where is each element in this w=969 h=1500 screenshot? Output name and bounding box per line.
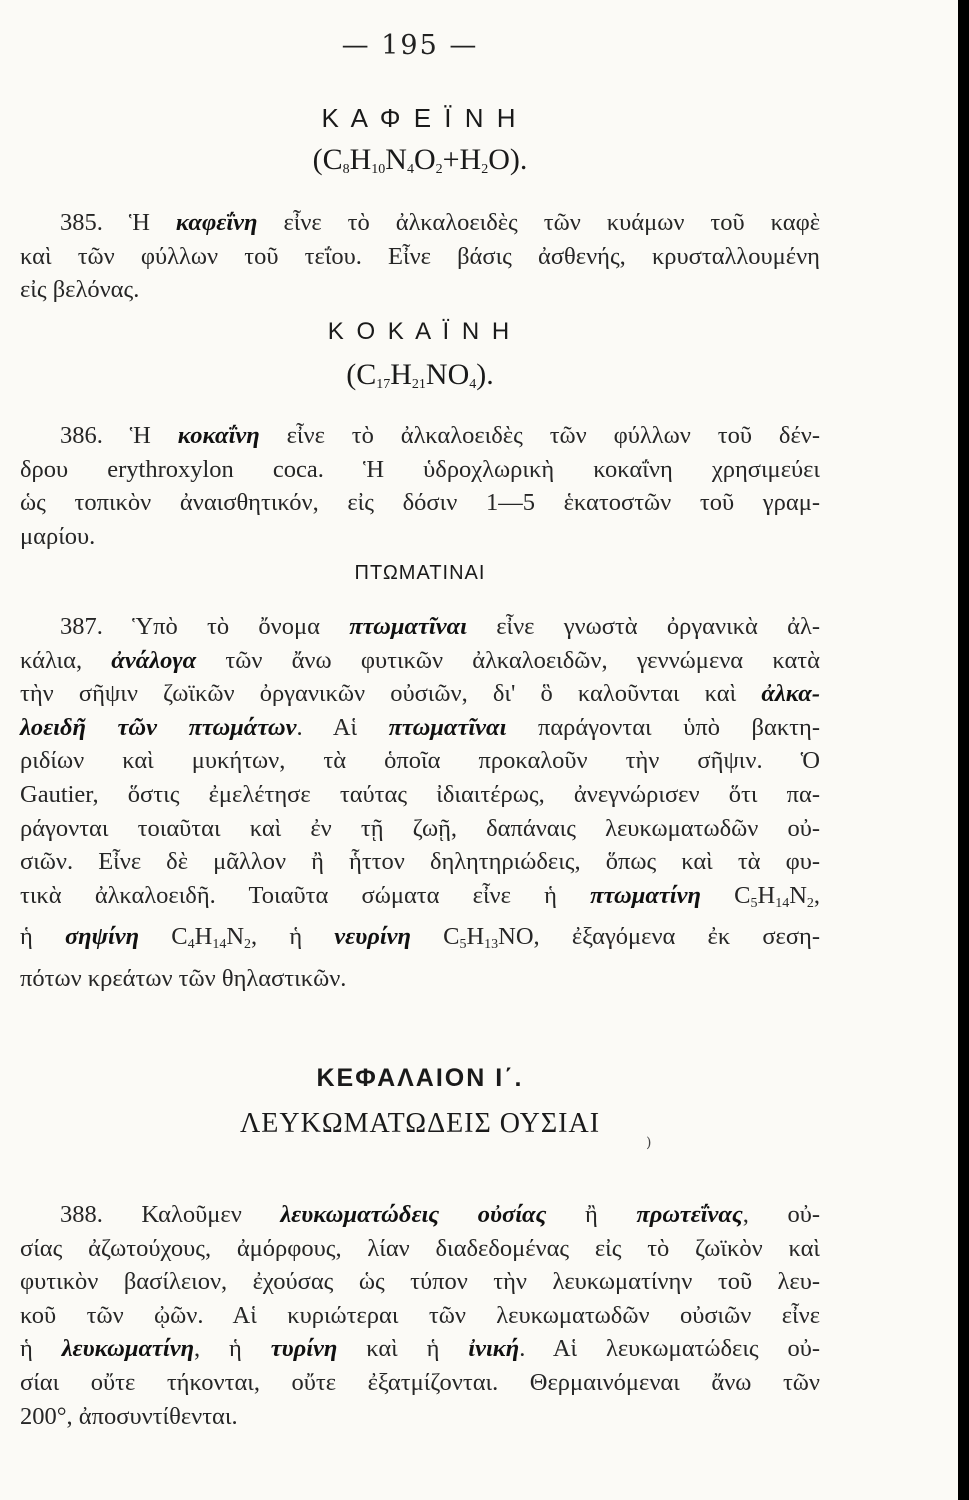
text-line: κοῦ τῶν ᾠῶν. Αἱ κυριώτεραι τῶν λευκωματωδῶν οὐσιῶν εἶνε (20, 1301, 820, 1329)
text-line: τικὰ ἀλκαλοειδῆ. Τοιαῦτα σώματα εἶνε ἡ πτωματίνη $C_5H_{14}N_2$, (20, 881, 821, 911)
text-line: 386. Ἡ κοκαΐνη εἶνε τὸ ἀλκαλοειδὲς τῶν φύλλων τοῦ δέν- (60, 422, 820, 449)
text-line: τὴν σῆψιν ζωϊκῶν ὀργανικῶν οὐσιῶν, δι' ὃ καλοῦνται καὶ ἀλκα- (20, 680, 820, 708)
text-line: 200°, ἀποσυντίθενται. (20, 1402, 238, 1430)
text-line: 388. Καλοῦμεν λευκωματώδεις οὐσίας ἢ πρωτεΐνας, οὐ- (60, 1201, 820, 1228)
text-line: ἡ σηψίνη $C_4H_{14}N_2$, ἡ νευρίνη $C_5H_{13}NO$, ἐξαγόμενα ἐκ σεση- (20, 923, 820, 953)
stray-ink-mark: ) (646, 1135, 652, 1151)
text-line: εἰς βελόνας. (20, 276, 140, 304)
text-line: κάλια, ἀνάλογα τῶν ἄνω φυτικῶν ἀλκαλοειδῶν, γεννώμενα κατὰ (20, 646, 820, 674)
text-line: 387. Ὑπὸ τὸ ὄνομα πτωματῖναι εἶνε γνωστὰ ὀργανικὰ ἀλ- (60, 613, 820, 640)
text-line: ράγονται τοιαῦται καὶ ἐν τῇ ζωῇ, δαπάναις λευκωματωδῶν οὐ- (20, 814, 820, 842)
text-line: ἡ λευκωματίνη, ἡ τυρίνη καὶ ἡ ἰνική. Αἱ λευκωματώδεις οὐ- (20, 1335, 821, 1363)
text-line: φυτικὸν βασίλειον, ἐχούσας ὡς τύπον τὴν λευκωματίνην τοῦ λευ- (20, 1268, 820, 1296)
formula-caffeine: $(C_8H_{10}N_4O_2+H_2O)$. (312, 143, 528, 177)
text-line: πότων κρεάτων τῶν θηλαστικῶν. (20, 964, 347, 992)
text-line: σίας ἀζωτούχους, ἀμόρφους, λίαν διαδεδομένας εἰς τὸ ζωϊκὸν καὶ (20, 1234, 820, 1262)
text-line: λοειδῆ τῶν πτωμάτων. Αἱ πτωματῖναι παράγονται ὑπὸ βακτη- (20, 713, 820, 741)
text-line: 385. Ἡ καφεΐνη εἶνε τὸ ἀλκαλοειδὲς τῶν κυάμων τοῦ καφὲ (60, 209, 820, 236)
paragraph-385 (20, 206, 820, 307)
paragraph-386 (20, 419, 820, 553)
text-line: μαρίου. (20, 522, 96, 550)
text-line: ριδίων καὶ μυκήτων, τὰ ὁποῖα προκαλοῦν τὴν σῆψιν. Ὁ (20, 747, 820, 775)
section-heading-ptomaines: ΠΤΩΜΑΤΙΝΑΙ (354, 562, 486, 584)
section-heading-cocaine: Κ Ο Κ Α Ϊ Ν Η (327, 318, 513, 345)
formula-cocaine: $(C_{17}H_{21}NO_4)$. (346, 358, 494, 392)
paragraph-387 (20, 610, 820, 996)
text-line: δρου erythroxylon coca. Ἡ ὑδροχλωρικὴ κοκαΐνη χρησιμεύει (20, 455, 820, 483)
text-line: σιῶν. Εἶνε δὲ μᾶλλον ἢ ἧττον δηλητηριώδεις, ὅπως καὶ τὰ φυ- (20, 848, 820, 876)
page-number: — 195 — (341, 30, 479, 61)
paragraph-388 (20, 1198, 820, 1433)
chapter-heading: ΚΕΦΑΛΑΙΟΝ Ι΄. (316, 1064, 524, 1092)
text-line: καὶ τῶν φύλλων τοῦ τεΐου. Εἶνε βάσις ἀσθενής, κρυσταλλουμένη (20, 242, 820, 270)
section-heading-caffeine: Κ Α Φ Ε Ϊ Ν Η (321, 103, 519, 133)
chapter-title: ΛΕΥΚΩΜΑΤΩΔΕΙΣ ΟΥΣΙΑΙ (239, 1108, 601, 1139)
text-line: ὡς τοπικὸν ἀναισθητικόν, εἰς δόσιν 1—5 ἑκατοστῶν τοῦ γραμ- (20, 489, 820, 517)
text-line: Gautier, ὅστις ἐμελέτησε ταύτας ἰδιαιτέρως, ἀνεγνώρισεν ὅτι πα- (20, 780, 820, 808)
text-line: σίαι οὔτε τήκονται, οὔτε ἐξατμίζονται. Θερμαινόμεναι ἄνω τῶν (20, 1368, 820, 1396)
